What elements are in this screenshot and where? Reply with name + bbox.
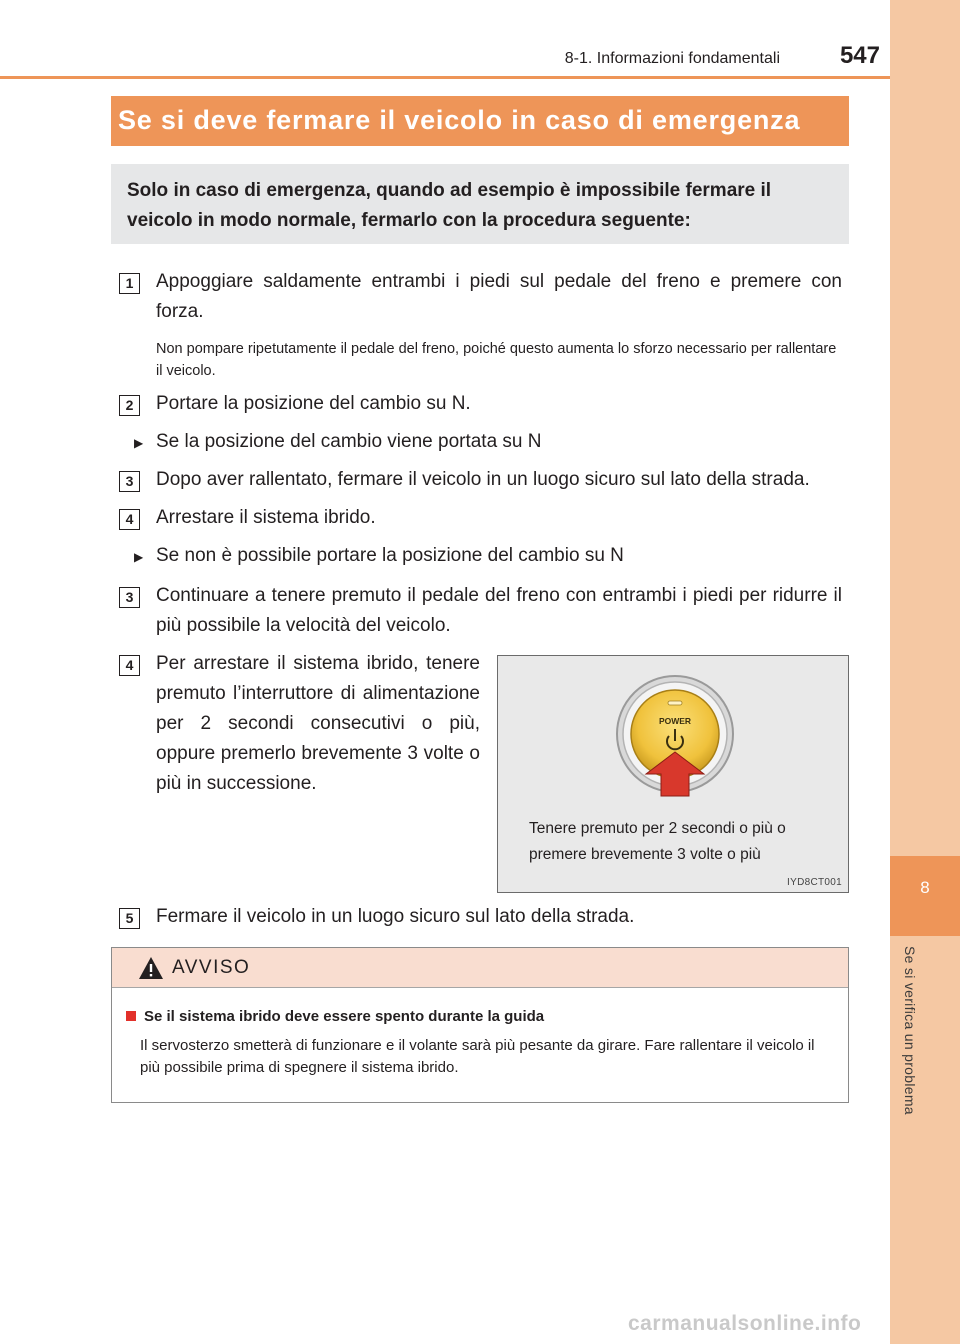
condition-text: Se la posizione del cambio viene portata su N [156, 431, 542, 452]
step-note: Non pompare ripetutamente il pedale del freno, poiché questo aumenta lo sforzo necessario per rallentare il veicolo. [156, 341, 837, 379]
step-number: 4 [119, 509, 140, 530]
step-text: Per arrestare il sistema ibrido, tenere premuto l’interruttore di alimentazione per 2 secondi consecutivi o più, oppure premerlo brevemente 3 volte o più in successione. [156, 653, 480, 794]
warning-triangle-icon [138, 956, 164, 980]
header-chapter: 8-1. Informazioni fondamentali [564, 50, 780, 67]
warning-subtitle: Se il sistema ibrido deve essere spento durante la guida [144, 1008, 545, 1025]
condition-bullet [134, 541, 624, 572]
warning-title: AVVISO [172, 957, 251, 978]
chapter-tab-number: 8 [920, 878, 930, 897]
red-square-bullet-icon [126, 1011, 136, 1021]
triangle-bullet-icon: ▶ [134, 436, 144, 450]
step-number: 2 [119, 395, 140, 416]
power-label: POWER [658, 716, 692, 726]
chapter-tab-label: Se si verifica un problema [902, 946, 918, 1115]
watermark: carmanualsonline.info [628, 1312, 862, 1335]
power-button-illustration [497, 655, 849, 893]
step-number: 5 [119, 908, 140, 929]
page-number: 547 [839, 42, 880, 69]
triangle-bullet-icon: ▶ [134, 550, 144, 564]
warning-header [112, 948, 848, 988]
figure-caption: Tenere premuto per 2 secondi o più o premere brevemente 3 volte o più [529, 820, 786, 863]
step-text: Dopo aver rallentato, fermare il veicolo in un luogo sicuro sul lato della strada. [156, 469, 810, 490]
condition-text: Se non è possibile portare la posizione del cambio su N [156, 545, 624, 566]
warning-subtitle-row [126, 1008, 544, 1025]
header-divider [0, 76, 890, 79]
warning-body: Il servosterzo smetterà di funzionare e il volante sarà più pesante da girare. Fare rallentare il veicolo il più possibile prima di spegnere il sistema ibrido. [140, 1037, 815, 1076]
step-text: Fermare il veicolo in un luogo sicuro sul lato della strada. [156, 906, 635, 927]
step-text: Portare la posizione del cambio su N. [156, 393, 471, 414]
step-text: Continuare a tenere premuto il pedale del freno con entrambi i piedi per ridurre il più possibile la velocità del veicolo. [156, 585, 842, 636]
intro-text: Solo in caso di emergenza, quando ad esempio è impossibile fermare il veicolo in modo normale, fermarlo con la procedura seguente: [127, 180, 772, 231]
step-text: Arrestare il sistema ibrido. [156, 507, 376, 528]
step-number: 4 [119, 655, 140, 676]
step-number: 3 [119, 587, 140, 608]
step-text: Appoggiare saldamente entrambi i piedi sul pedale del freno e premere con forza. [156, 271, 842, 322]
figure-code: IYD8CT001 [787, 877, 842, 888]
condition-bullet [134, 427, 542, 458]
section-title: Se si deve fermare il veicolo in caso di emergenza [118, 105, 801, 135]
step-number: 1 [119, 273, 140, 294]
warning-box [111, 947, 849, 1103]
step-number: 3 [119, 471, 140, 492]
